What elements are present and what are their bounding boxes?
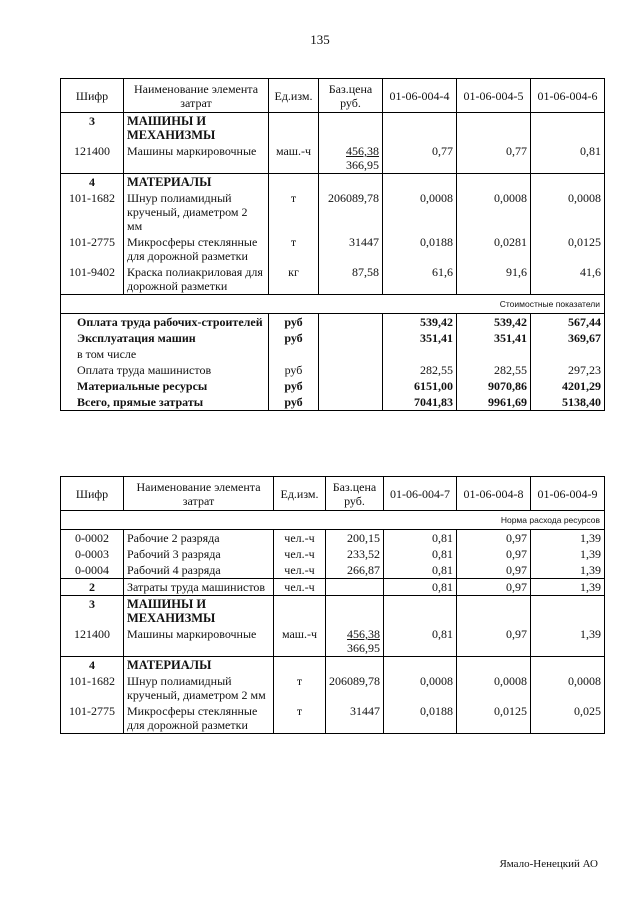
row-value-3: 0,0008 (531, 673, 605, 703)
base-price-operator: 366,95 (347, 641, 380, 655)
summary-name: Всего, прямые затраты (61, 394, 269, 411)
section-title: МАШИНЫ И МЕХАНИЗМЫ (124, 113, 269, 144)
table-row (61, 579, 605, 596)
row-value-1: 0,81 (384, 562, 457, 579)
summary-name: Оплата труда рабочих-строителей (61, 314, 269, 331)
summary-value-3: 4201,29 (531, 378, 605, 394)
table-row (61, 626, 605, 657)
row-base-price: 31447 (319, 234, 383, 264)
row-name: Затраты труда машинистов (124, 579, 274, 596)
summary-value-3: 567,44 (531, 314, 605, 331)
summary-value-2: 351,41 (457, 330, 531, 346)
row-value-2: 0,97 (457, 530, 531, 547)
row-code: 121400 (61, 626, 124, 657)
header-base-price: Баз.цена руб. (319, 79, 383, 113)
row-code: 101-9402 (61, 264, 124, 295)
row-value-3: 1,39 (531, 530, 605, 547)
row-unit: кг (269, 264, 319, 295)
row-unit: т (274, 673, 326, 703)
band-row (61, 295, 605, 314)
row-value-1: 0,77 (383, 143, 457, 174)
summary-unit: руб (269, 394, 319, 411)
summary-unit: руб (269, 378, 319, 394)
section-number: 4 (61, 657, 124, 674)
row-value-3: 1,39 (531, 626, 605, 657)
row-unit: чел.-ч (274, 562, 326, 579)
summary-unit: руб (269, 330, 319, 346)
row-value-2: 0,97 (457, 562, 531, 579)
row-value-2: 0,0125 (457, 703, 531, 734)
row-unit: т (274, 703, 326, 734)
row-name: Рабочий 3 разряда (124, 546, 274, 562)
row-base-price (326, 626, 384, 657)
row-base-price: 206089,78 (319, 190, 383, 234)
summary-row (61, 394, 605, 411)
row-value-1: 0,81 (384, 579, 457, 596)
row-code: 101-2775 (61, 234, 124, 264)
table-row (61, 190, 605, 234)
table-row (61, 530, 605, 547)
row-name: Машины маркировочные (124, 626, 274, 657)
summary-value-1: 539,42 (383, 314, 457, 331)
table-row (61, 673, 605, 703)
row-value-1: 0,0008 (384, 673, 457, 703)
table-row (61, 264, 605, 295)
row-name: Рабочий 4 разряда (124, 562, 274, 579)
header-name: Наименование элемента затрат (124, 477, 274, 511)
summary-value-1: 282,55 (383, 362, 457, 378)
row-value-3: 0,025 (531, 703, 605, 734)
summary-value-3: 5138,40 (531, 394, 605, 411)
row-value-1: 0,81 (384, 530, 457, 547)
section-row (61, 113, 605, 144)
header-base-price: Баз.цена руб. (326, 477, 384, 511)
row-base-price (319, 143, 383, 174)
table-row (61, 546, 605, 562)
row-base-price: 233,52 (326, 546, 384, 562)
summary-name: Эксплуатация машин (61, 330, 269, 346)
row-unit: т (269, 234, 319, 264)
table-header-row (61, 477, 605, 511)
header-name: Наименование элемента затрат (124, 79, 269, 113)
row-value-3: 0,81 (531, 143, 605, 174)
row-name: Микросферы стеклянные для дорожной разметки (124, 234, 269, 264)
summary-unit: руб (269, 314, 319, 331)
section-title: МАТЕРИАЛЫ (124, 174, 269, 191)
summary-unit (269, 346, 319, 362)
base-price-main: 456,38 (347, 627, 380, 641)
row-value-3: 41,6 (531, 264, 605, 295)
summary-unit: руб (269, 362, 319, 378)
row-name: Микросферы стеклянные для дорожной разметки (124, 703, 274, 734)
row-value-1: 0,0008 (383, 190, 457, 234)
row-unit: чел.-ч (274, 579, 326, 596)
row-value-2: 0,97 (457, 626, 531, 657)
row-value-3: 1,39 (531, 562, 605, 579)
summary-value-3: 297,23 (531, 362, 605, 378)
row-value-2: 0,0281 (457, 234, 531, 264)
row-value-2: 0,0008 (457, 673, 531, 703)
table-row (61, 234, 605, 264)
base-price-operator: 366,95 (346, 158, 379, 172)
estimate-table-2 (60, 476, 605, 734)
row-name: Шнур полиамидный крученый, диаметром 2 мм (124, 673, 274, 703)
summary-name: Оплата труда машинистов (61, 362, 269, 378)
band-row (61, 511, 605, 530)
summary-row (61, 362, 605, 378)
summary-row (61, 314, 605, 331)
row-value-3: 1,39 (531, 546, 605, 562)
summary-row (61, 330, 605, 346)
header-unit: Ед.изм. (274, 477, 326, 511)
summary-value-1: 351,41 (383, 330, 457, 346)
row-unit: чел.-ч (274, 530, 326, 547)
row-value-2: 0,77 (457, 143, 531, 174)
table-row (61, 562, 605, 579)
summary-value-1 (383, 346, 457, 362)
row-code: 101-1682 (61, 190, 124, 234)
summary-row (61, 378, 605, 394)
row-base-price: 266,87 (326, 562, 384, 579)
row-name: Шнур полиамидный крученый, диаметром 2 мм (124, 190, 269, 234)
row-base-price: 206089,78 (326, 673, 384, 703)
row-name: Машины маркировочные (124, 143, 269, 174)
row-unit: т (269, 190, 319, 234)
row-unit: чел.-ч (274, 546, 326, 562)
row-value-2: 91,6 (457, 264, 531, 295)
row-value-1: 0,0188 (383, 234, 457, 264)
row-code: 101-1682 (61, 673, 124, 703)
row-value-1: 61,6 (383, 264, 457, 295)
section-number: 3 (61, 596, 124, 627)
band-label: Стоимостные показатели (61, 295, 605, 314)
row-base-price: 87,58 (319, 264, 383, 295)
row-unit: маш.-ч (274, 626, 326, 657)
row-name: Краска полиакриловая для дорожной разметки (124, 264, 269, 295)
row-code: 2 (61, 579, 124, 596)
row-code: 121400 (61, 143, 124, 174)
row-unit: маш.-ч (269, 143, 319, 174)
section-number: 3 (61, 113, 124, 144)
summary-value-2: 9070,86 (457, 378, 531, 394)
row-value-3: 0,0125 (531, 234, 605, 264)
summary-value-2 (457, 346, 531, 362)
header-norm-3: 01-06-004-9 (531, 477, 605, 511)
section-row (61, 174, 605, 191)
header-norm-2: 01-06-004-5 (457, 79, 531, 113)
row-value-2: 0,97 (457, 546, 531, 562)
table-row (61, 143, 605, 174)
row-value-2: 0,0008 (457, 190, 531, 234)
row-name: Рабочие 2 разряда (124, 530, 274, 547)
section-row (61, 657, 605, 674)
row-value-3: 0,0008 (531, 190, 605, 234)
header-norm-1: 01-06-004-7 (384, 477, 457, 511)
row-value-1: 0,81 (384, 546, 457, 562)
page-number: 135 (310, 32, 330, 47)
section-row (61, 596, 605, 627)
summary-name: Материальные ресурсы (61, 378, 269, 394)
summary-value-1: 7041,83 (383, 394, 457, 411)
summary-value-2: 539,42 (457, 314, 531, 331)
row-code: 0-0004 (61, 562, 124, 579)
summary-value-2: 9961,69 (457, 394, 531, 411)
header-norm-3: 01-06-004-6 (531, 79, 605, 113)
estimate-table-1 (60, 78, 605, 411)
region-footer: Ямало-Ненецкий АО (499, 858, 598, 870)
row-value-1: 0,81 (384, 626, 457, 657)
row-value-2: 0,97 (457, 579, 531, 596)
summary-value-3 (531, 346, 605, 362)
row-value-3: 1,39 (531, 579, 605, 596)
summary-name: в том числе (61, 346, 269, 362)
section-title: МАШИНЫ И МЕХАНИЗМЫ (124, 596, 274, 627)
table-row (61, 703, 605, 734)
band-label: Норма расхода ресурсов (61, 511, 605, 530)
base-price-main: 456,38 (346, 144, 379, 158)
section-title: МАТЕРИАЛЫ (124, 657, 274, 674)
section-number: 4 (61, 174, 124, 191)
header-code: Шифр (61, 79, 124, 113)
table-header-row (61, 79, 605, 113)
header-norm-1: 01-06-004-4 (383, 79, 457, 113)
summary-value-3: 369,67 (531, 330, 605, 346)
row-code: 101-2775 (61, 703, 124, 734)
row-value-1: 0,0188 (384, 703, 457, 734)
summary-row (61, 346, 605, 362)
row-base-price: 200,15 (326, 530, 384, 547)
header-norm-2: 01-06-004-8 (457, 477, 531, 511)
header-code: Шифр (61, 477, 124, 511)
row-base-price: 31447 (326, 703, 384, 734)
header-unit: Ед.изм. (269, 79, 319, 113)
row-code: 0-0002 (61, 530, 124, 547)
row-code: 0-0003 (61, 546, 124, 562)
summary-value-1: 6151,00 (383, 378, 457, 394)
summary-value-2: 282,55 (457, 362, 531, 378)
